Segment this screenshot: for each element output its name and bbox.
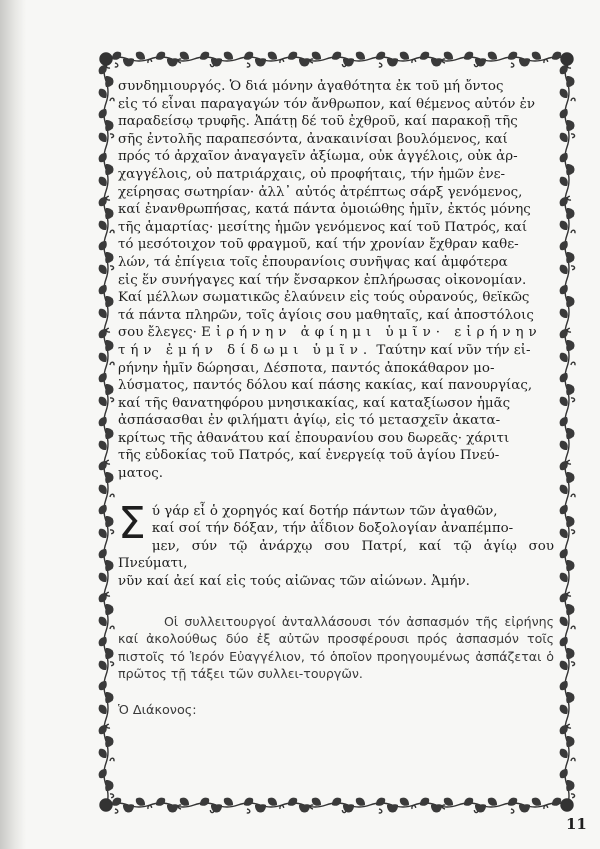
vine-curl (570, 133, 576, 138)
vine-leaf (374, 796, 387, 808)
vine-leaf (558, 283, 570, 296)
text-line: σῆς ἐντολῆς παραπεσόντα, ἀνακαινίσαι βουλόμενος, καί (118, 131, 508, 147)
vine-curl (109, 793, 115, 798)
doxology-lines (118, 497, 554, 591)
vine-curl (109, 529, 115, 534)
vine-curl (570, 793, 576, 798)
text-line: νῦν καί ἀεί καί εἰς τούς αἰῶνας τῶν αἰώνων. Ἀμήν. (118, 574, 470, 590)
text-line: εἰς ἕν συνήγαγες καί τήν ἔνσαρκον ἐπλήρωσας οἰκονομίαν. (118, 272, 527, 288)
vine-leaf (558, 107, 570, 120)
corner-rosette (561, 53, 573, 65)
text-line: ύ γάρ εἶ ὁ χορηγός καί δοτήρ πάντων τῶν ἀγαθῶν, (151, 503, 498, 519)
text-line: παραδείσῳ τρυφῆς. Ἀπάτῃ δέ τοῦ ἐχθροῦ, καί παρακοῇ τῆς (118, 114, 518, 130)
text-line: χείρησας σωτηρίαν· ἀλλ᾿ αὐτός ἀτρέπτως σάρξ γενόμενος, (118, 184, 523, 200)
vine-leaf (558, 547, 570, 560)
text-line: κρίτως τῆς ἀθανάτου καί ἐπουρανίου σου δωρεᾶς· χάριτι (118, 430, 510, 446)
vine-curl (113, 62, 118, 68)
vine-curl (109, 230, 115, 235)
vine-curl (109, 362, 115, 367)
text-line: χαγγέλοις, οὐ πατριάρχαις, οὐ προφήταις, τήν ἡμῶν ἐνε- (118, 166, 506, 182)
text-line: καί τῆς θανατηφόρου μνησικακίας, καί καταξίωσον ἡμᾶς (118, 395, 511, 411)
vine-leaf (558, 151, 570, 164)
rubric-text: Οἱ συλλειτουργοί ἀνταλλάσουσι τόν ἀσπασμόν τῆς εἰρήνης καί ἀκολούθως δύο ἐξ αὐτῶν προσφέρουσι πρός ἀσπασμόν τοῖς πιστοῖς τό Ἱερόν Εὐαγγέλιον, τό ὁποῖον προηγουμένως ἀσπάζεται ὁ πρῶτος τῇ τάξει τῶν συλλει-τουργῶν. (118, 613, 554, 682)
vine-leaf (97, 767, 109, 780)
vine-curl (109, 494, 115, 499)
prayer-lines (118, 78, 554, 324)
corner-rosette (100, 53, 112, 65)
text-line: ρήνην ἡμῖν δώρησαι, Δέσποτα, παντός ἀποκάθαρον μο- (118, 360, 495, 376)
vine-curl (109, 98, 115, 103)
vine-leaf (330, 50, 343, 62)
vine-curl (377, 62, 382, 68)
prayer-line-quote-end: τήν ἐμήν δίδωμι ὑμῖν. Ταύτην καί νῦν τήν εἰ- (118, 342, 531, 358)
vine-leaf (97, 679, 109, 692)
text-line: λύσματος, παντός δόλου καί πάσης κακίας, καί πανουργίας, (118, 378, 533, 394)
text-line: λών, τά ἐπίγεια τοῖς ἐπουρανίοις συνῆψας καί ἀμφότερα (118, 254, 508, 270)
vine-leaf (558, 503, 570, 516)
vine-leaf (242, 796, 255, 808)
vine-leaf (97, 371, 109, 384)
vine-leaf (558, 415, 570, 428)
text-line: εἰς τό εἶναι παραγαγών τόν ἄνθρωπον, καί θέμενος αὐτόν ἐν (118, 96, 535, 112)
text-line: τά πάντα πληρῶν, τοῖς ἁγίοις σου μαθηταῖς, καί ἀποστόλοις (118, 307, 534, 323)
vine-curl (570, 529, 576, 534)
prayer-text (118, 78, 554, 483)
vine-curl (245, 808, 250, 814)
vine-leaf (97, 151, 109, 164)
vine-leaf (418, 796, 431, 808)
vine-leaf (506, 796, 519, 808)
vine-leaf (154, 50, 167, 62)
prayer-lines-after (118, 360, 554, 483)
text-line: τῆς εὐδοκίας τοῦ Πατρός, καί ἐνεργείᾳ τοῦ ἁγίου Πνεύ- (118, 448, 500, 464)
vine-curl (570, 397, 576, 402)
vine-leaf (97, 239, 109, 252)
page-content (118, 78, 554, 718)
text-line: τῆς ἁμαρτίας· μεσίτης ἡμῶν γενόμενος καί τοῦ Πατρός, καί (118, 219, 528, 235)
vine-curl (113, 808, 118, 814)
vine-curl (570, 230, 576, 235)
drop-capital: Σ (118, 497, 146, 549)
vine-curl (570, 626, 576, 631)
vine-leaf (462, 796, 475, 808)
text-line: καί ἐνανθρωπήσας, κατά πάντα ὁμοιώθης ἡμῖν, ἐκτός μόνης (118, 202, 531, 218)
vine-leaf (558, 679, 570, 692)
vine-leaf (286, 796, 299, 808)
vine-curl (245, 62, 250, 68)
text-line: καί σοί τήν δόξαν, τήν ἀΐδιον δοξολογίαν ἀναπέμπο- (151, 521, 514, 537)
doxology (118, 497, 554, 591)
vine-curl (109, 758, 115, 763)
text-line: πρός τό ἀρχαῖον ἀναγαγεῖν ἀξίωμα, οὐκ ἀγγέλοις, οὐκ ἀρ- (118, 149, 518, 165)
text-line: Καί μέλλων σωματικῶς ἐλαύνειν εἰς τούς οὐρανούς, θεϊκῶς (118, 290, 530, 306)
vine-leaf (97, 415, 109, 428)
vine-leaf (97, 503, 109, 516)
vine-curl (570, 494, 576, 499)
vine-leaf (97, 547, 109, 560)
vine-curl (109, 133, 115, 138)
vine-curl (109, 626, 115, 631)
vine-leaf (462, 50, 475, 62)
text-line: τό μεσότοιχον τοῦ φραγμοῦ, καί τήν χρονίαν ἔχθραν καθε- (118, 237, 519, 253)
text-line: ματος. (118, 466, 163, 482)
vine-curl (109, 397, 115, 402)
vine-leaf (286, 50, 299, 62)
vine-leaf (558, 371, 570, 384)
text-line: συνδημιουργός. Ὁ διά μόνην ἀγαθότητα ἐκ τοῦ μή ὄντος (118, 79, 504, 94)
vine-leaf (558, 767, 570, 780)
vine-leaf (97, 283, 109, 296)
binding-shadow (0, 0, 26, 849)
vine-leaf (97, 635, 109, 648)
vine-leaf (198, 50, 211, 62)
vine-curl (570, 98, 576, 103)
vine-leaf (558, 239, 570, 252)
vine-curl (570, 758, 576, 763)
vine-leaf (154, 796, 167, 808)
vine-leaf (418, 50, 431, 62)
vine-curl (109, 265, 115, 270)
vine-leaf (558, 635, 570, 648)
text-line: ἀσπάσασθαι ἐν φιλήματι ἁγίῳ, εἰς τό μετασχεῖν ἀκατα- (118, 413, 501, 429)
prayer-line-quote-start: σου ἔλεγες· Εἰρήνην ἀφίημι ὑμῖν· εἰρήνην (118, 325, 542, 341)
vine-leaf (374, 50, 387, 62)
vine-leaf (242, 50, 255, 62)
vine-curl (509, 62, 514, 68)
vine-curl (509, 808, 514, 814)
corner-rosette (100, 799, 112, 811)
corner-rosette (561, 799, 573, 811)
vine-leaf (97, 107, 109, 120)
page-number: 11 (566, 815, 587, 833)
vine-leaf (330, 796, 343, 808)
vine-curl (570, 362, 576, 367)
vine-curl (570, 661, 576, 666)
vine-curl (109, 661, 115, 666)
speaker-label: Ὁ Διάκονος: (118, 703, 197, 718)
vine-leaf (198, 796, 211, 808)
vine-leaf (506, 50, 519, 62)
vine-curl (570, 265, 576, 270)
vine-curl (377, 808, 382, 814)
text-line: μεν, σύν τῷ ἀνάρχῳ σου Πατρί, καί τῷ ἁγίῳ σου Πνεύματι, (118, 538, 554, 572)
